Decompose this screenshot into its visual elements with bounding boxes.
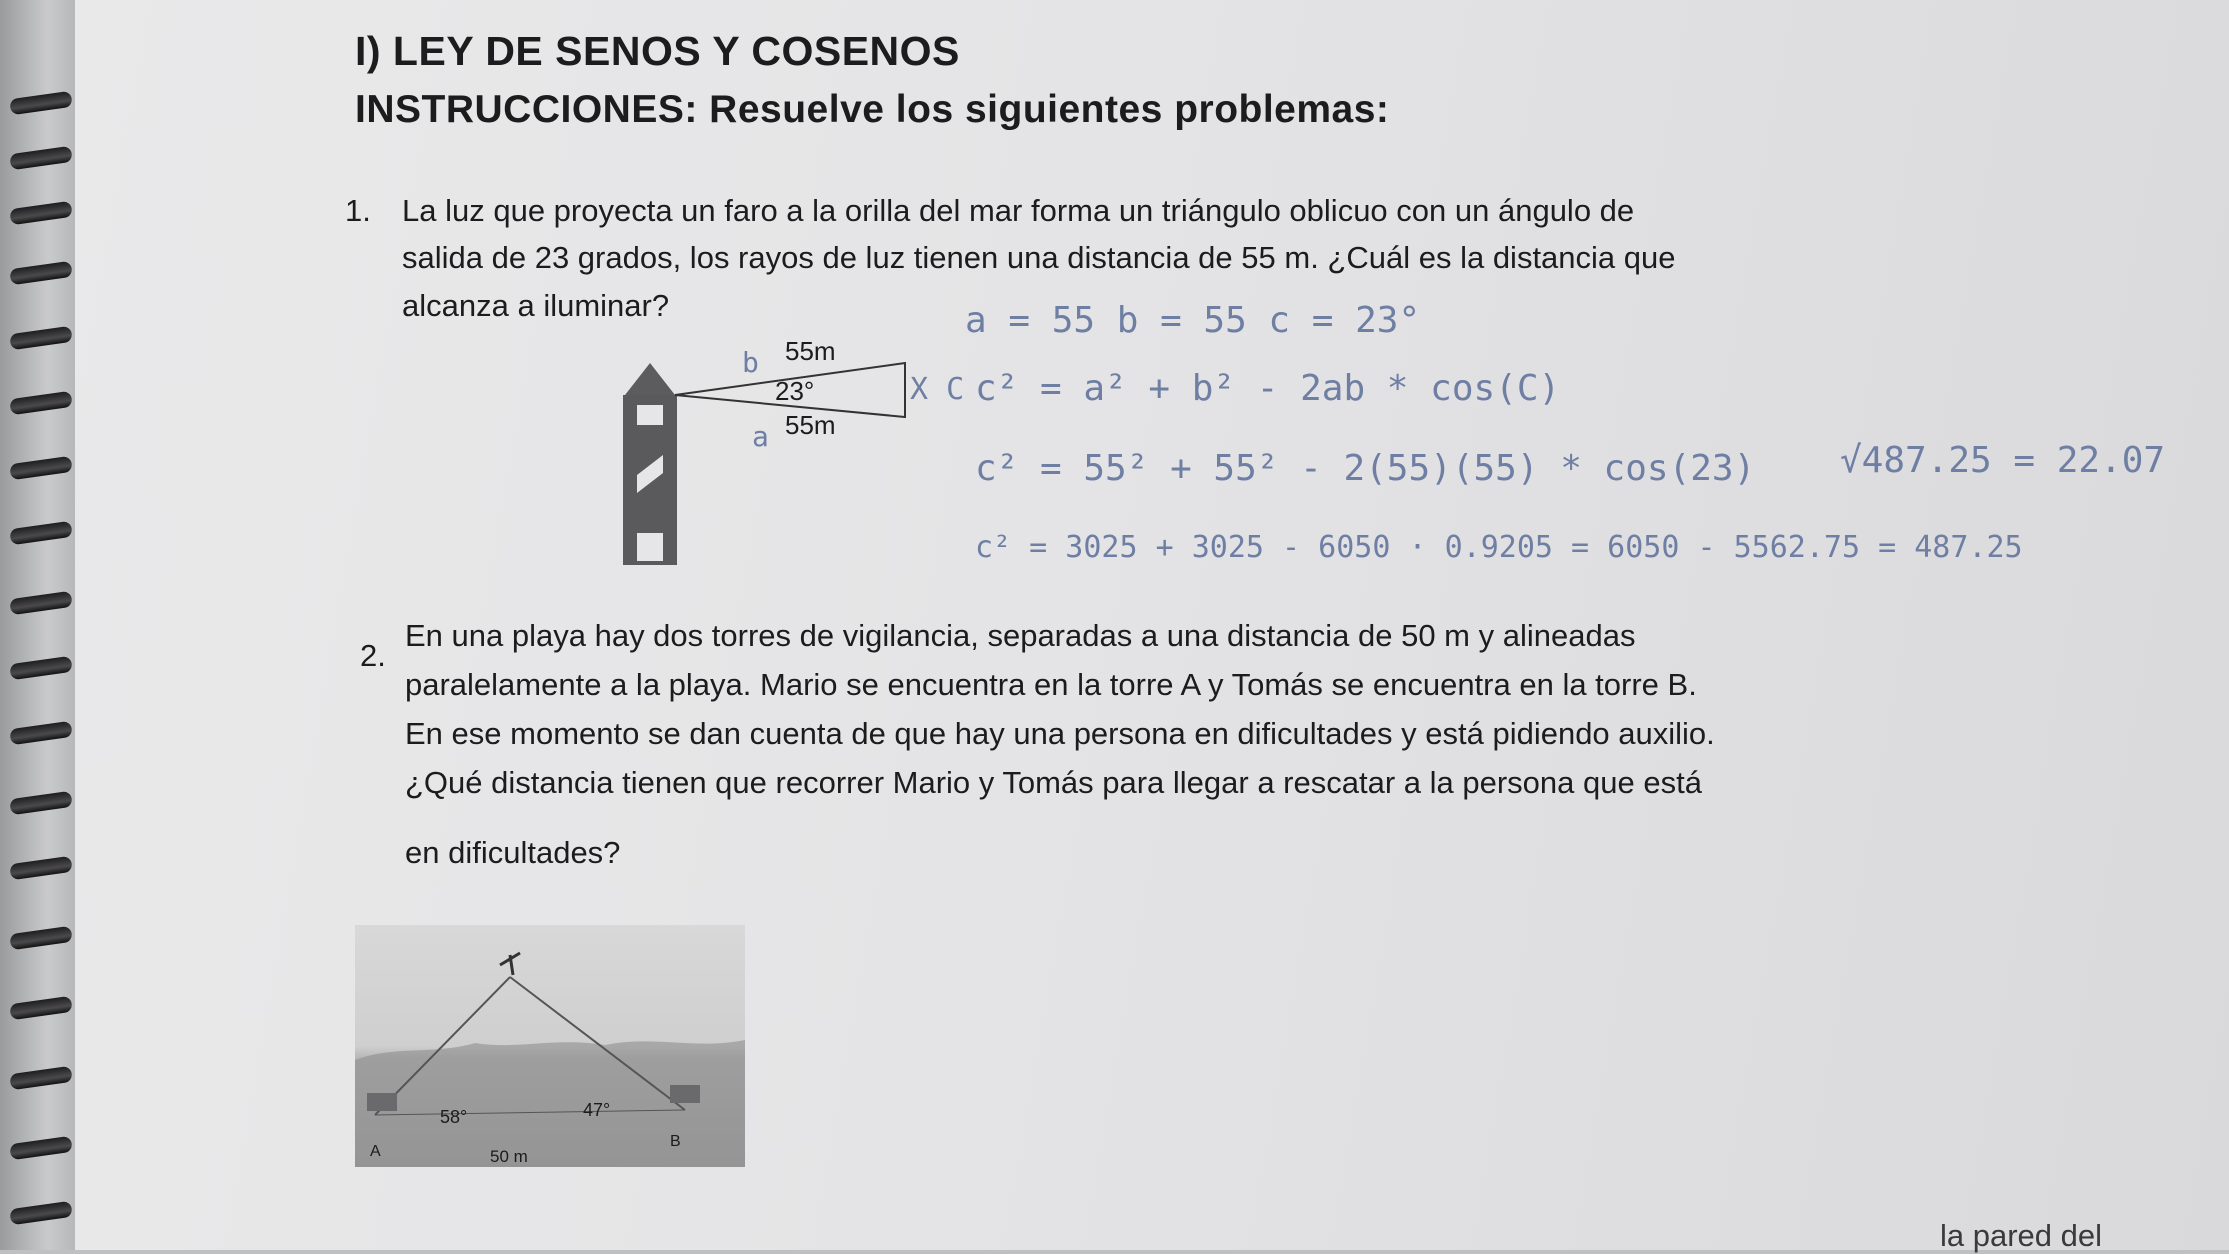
spiral-ring <box>9 996 73 1020</box>
spiral-ring <box>9 656 73 680</box>
problem1-line: salida de 23 grados, los rayos de luz tienen una distancia de 55 m. ¿Cuál es la distancia que <box>402 240 1676 275</box>
hw-line-5: c² = 3025 + 3025 - 6050 · 0.9205 = 6050 - 5562.75 = 487.25 <box>975 530 2023 565</box>
spiral-ring <box>9 91 73 115</box>
spiral-binding <box>0 0 80 1250</box>
label-bottom-55m: 55m <box>785 410 836 440</box>
spiral-ring <box>9 721 73 745</box>
angle-58: 58° <box>440 1107 468 1127</box>
footer-fragment: la pared del <box>1940 1218 2103 1253</box>
problem2-line: ¿Qué distancia tienen que recorrer Mario y Tomás para llegar a rescatar a la persona que está <box>405 765 1702 800</box>
problem2-line: paralelamente a la playa. Mario se encuentra en la torre A y Tomás se encuentra en la torre B. <box>405 667 1697 702</box>
tower-a-icon <box>367 1093 397 1111</box>
spiral-ring <box>9 261 73 285</box>
lighthouse-figure <box>615 355 925 565</box>
page-title: I) LEY DE SENOS Y COSENOS <box>355 28 960 74</box>
spiral-ring <box>9 1136 73 1160</box>
sea-area <box>355 1040 745 1167</box>
spiral-ring <box>9 201 73 225</box>
spiral-ring <box>9 456 73 480</box>
problem2-number: 2. <box>360 638 386 673</box>
spiral-ring <box>9 926 73 950</box>
spiral-ring <box>9 521 73 545</box>
hw-line-1: a = 55 b = 55 c = 23° <box>965 300 1421 341</box>
distance-50m: 50 m <box>490 1147 528 1166</box>
angle-47: 47° <box>583 1100 611 1120</box>
hw-line-4: √487.25 = 22.07 <box>1840 440 2166 481</box>
spiral-ring <box>9 1066 73 1090</box>
person-icon <box>500 953 520 975</box>
spiral-ring <box>9 326 73 350</box>
hw-label-c: X C <box>910 372 965 407</box>
label-top-55m: 55m <box>785 336 836 366</box>
spiral-ring <box>9 856 73 880</box>
problem2-line: En una playa hay dos torres de vigilancia, separadas a una distancia de 50 m y alineadas <box>405 618 1636 653</box>
beach-figure <box>355 925 745 1167</box>
problem2-line: en dificultades? <box>405 835 621 870</box>
beach-figure-lines <box>355 925 745 1167</box>
tower-b-icon <box>670 1085 700 1103</box>
lighthouse-window <box>637 405 663 425</box>
point-a: A <box>370 1143 381 1160</box>
lighthouse-roof <box>625 363 675 395</box>
point-b: B <box>670 1133 681 1150</box>
problem1-line: La luz que proyecta un faro a la orilla del mar forma un triángulo oblicuo con un ángulo de <box>402 193 1635 228</box>
spiral-ring <box>9 1201 73 1225</box>
lighthouse-door <box>637 533 663 561</box>
hw-label-a: a <box>752 420 769 453</box>
hw-label-b: b <box>742 346 759 379</box>
hw-line-2: c² = a² + b² - 2ab * cos(C) <box>975 368 1561 409</box>
problem1-number: 1. <box>345 193 371 228</box>
spiral-ring <box>9 146 73 170</box>
spiral-ring <box>9 391 73 415</box>
instructions: INSTRUCCIONES: Resuelve los siguientes problemas: <box>355 88 1390 131</box>
problem1-line: alcanza a iluminar? <box>402 288 670 323</box>
spiral-ring <box>9 791 73 815</box>
hw-line-3: c² = 55² + 55² - 2(55)(55) * cos(23) <box>975 448 1756 489</box>
spiral-ring <box>9 591 73 615</box>
problem2-line: En ese momento se dan cuenta de que hay una persona en dificultades y está pidiendo auxilio. <box>405 716 1715 751</box>
label-angle-23: 23° <box>775 376 815 406</box>
